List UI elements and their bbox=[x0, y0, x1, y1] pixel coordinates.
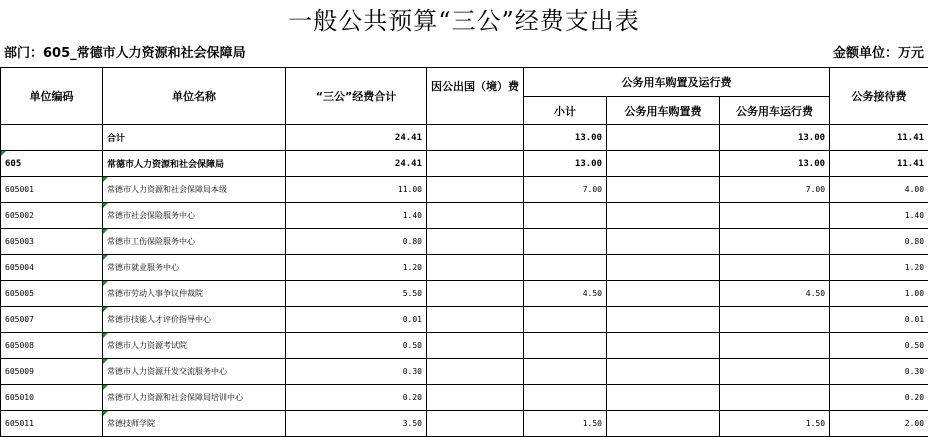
cell-reception-text: 1.00 bbox=[904, 289, 925, 298]
cell-vehicle-operation bbox=[720, 177, 830, 203]
cell-three-total-text: 1.20 bbox=[402, 263, 422, 272]
cell-reception bbox=[830, 125, 928, 151]
cell-vehicle-purchase bbox=[607, 229, 720, 255]
amount-unit-label: 金额单位：万元 bbox=[832, 46, 924, 61]
header-unit-name: 单位名称 bbox=[103, 68, 286, 125]
cell-abroad bbox=[427, 359, 524, 385]
cell-abroad bbox=[427, 411, 524, 437]
cell-three-total bbox=[286, 411, 427, 437]
cell-abroad bbox=[427, 255, 524, 281]
cell-vehicle-operation bbox=[720, 307, 830, 333]
cell-subtotal-text: 4.50 bbox=[582, 289, 602, 298]
table-row bbox=[1, 177, 928, 203]
cell-unit-name bbox=[103, 359, 286, 385]
cell-marker-icon bbox=[103, 359, 108, 364]
header-abroad: 因公出国（境）费 bbox=[427, 68, 524, 125]
cell-reception-text: 0.80 bbox=[904, 237, 925, 246]
cell-subtotal bbox=[524, 229, 607, 255]
header-vehicle-purchase: 公务用车购置费 bbox=[607, 97, 720, 125]
cell-abroad bbox=[427, 385, 524, 411]
cell-marker-icon bbox=[103, 333, 108, 338]
cell-unit-code-text: 605005 bbox=[5, 289, 34, 298]
cell-unit-code bbox=[1, 229, 103, 255]
cell-unit-name-text: 常德市人力资源考试院 bbox=[107, 341, 187, 350]
cell-three-total-text: 3.50 bbox=[402, 419, 422, 428]
cell-subtotal bbox=[524, 177, 607, 203]
table-row bbox=[1, 151, 928, 177]
cell-reception-text: 0.30 bbox=[904, 367, 925, 376]
header-unit-code: 单位编码 bbox=[1, 68, 103, 125]
cell-reception-text: 1.20 bbox=[904, 263, 925, 272]
cell-vehicle-purchase bbox=[607, 307, 720, 333]
cell-subtotal-text: 13.00 bbox=[574, 132, 602, 143]
cell-unit-code bbox=[1, 203, 103, 229]
cell-unit-name-text: 常德市就业服务中心 bbox=[107, 263, 179, 272]
cell-subtotal bbox=[524, 385, 607, 411]
cell-abroad bbox=[427, 281, 524, 307]
cell-unit-name bbox=[103, 307, 286, 333]
cell-marker-icon bbox=[103, 281, 108, 286]
cell-vehicle-purchase bbox=[607, 125, 720, 151]
cell-vehicle-operation-text: 13.00 bbox=[797, 132, 826, 143]
cell-unit-code bbox=[1, 307, 103, 333]
cell-three-total bbox=[286, 255, 427, 281]
cell-unit-code bbox=[1, 177, 103, 203]
cell-unit-code-text: 605 bbox=[5, 158, 22, 169]
cell-reception bbox=[830, 385, 928, 411]
cell-three-total-text: 0.01 bbox=[402, 315, 422, 324]
cell-unit-code-text: 605009 bbox=[5, 367, 34, 376]
header-three-total: “三公”经费合计 bbox=[286, 68, 427, 125]
cell-unit-code-text: 605008 bbox=[5, 341, 34, 350]
cell-unit-code-text: 605002 bbox=[5, 211, 34, 220]
cell-unit-code bbox=[1, 385, 103, 411]
cell-unit-name-text: 常德市人力资源和社会保障局 bbox=[107, 160, 225, 170]
cell-unit-name bbox=[103, 411, 286, 437]
cell-abroad bbox=[427, 177, 524, 203]
cell-vehicle-operation bbox=[720, 203, 830, 229]
cell-reception bbox=[830, 229, 928, 255]
cell-vehicle-operation-text: 13.00 bbox=[797, 158, 826, 169]
cell-vehicle-operation-text: 1.50 bbox=[805, 419, 826, 428]
header-vehicle-group: 公务用车购置及运行费 bbox=[524, 68, 830, 97]
cell-unit-name bbox=[103, 255, 286, 281]
cell-reception-text: 4.00 bbox=[904, 185, 925, 194]
cell-vehicle-operation bbox=[720, 125, 830, 151]
cell-three-total bbox=[286, 177, 427, 203]
cell-vehicle-purchase bbox=[607, 411, 720, 437]
cell-vehicle-purchase bbox=[607, 203, 720, 229]
cell-three-total bbox=[286, 385, 427, 411]
cell-three-total bbox=[286, 229, 427, 255]
cell-abroad bbox=[427, 229, 524, 255]
table-row bbox=[1, 385, 928, 411]
cell-abroad bbox=[427, 125, 524, 151]
cell-reception bbox=[830, 255, 928, 281]
cell-three-total bbox=[286, 151, 427, 177]
cell-three-total bbox=[286, 203, 427, 229]
cell-vehicle-operation bbox=[720, 151, 830, 177]
table-header bbox=[1, 68, 928, 125]
cell-vehicle-operation bbox=[720, 281, 830, 307]
cell-marker-icon bbox=[103, 177, 108, 182]
cell-unit-name bbox=[103, 177, 286, 203]
cell-vehicle-purchase bbox=[607, 385, 720, 411]
table-row bbox=[1, 203, 928, 229]
cell-unit-code bbox=[1, 125, 103, 151]
cell-three-total-text: 0.80 bbox=[402, 237, 422, 246]
cell-vehicle-operation bbox=[720, 255, 830, 281]
cell-reception-text: 11.41 bbox=[896, 132, 925, 143]
cell-unit-name-text: 常德市工伤保险服务中心 bbox=[107, 237, 195, 246]
cell-unit-code bbox=[1, 333, 103, 359]
cell-subtotal bbox=[524, 203, 607, 229]
cell-vehicle-operation bbox=[720, 333, 830, 359]
cell-unit-name-text: 常德技师学院 bbox=[107, 419, 155, 428]
cell-vehicle-operation bbox=[720, 229, 830, 255]
cell-unit-code bbox=[1, 151, 103, 177]
cell-marker-icon bbox=[103, 229, 108, 234]
cell-three-total-text: 5.50 bbox=[402, 289, 422, 298]
cell-marker-icon bbox=[103, 385, 108, 390]
cell-subtotal bbox=[524, 281, 607, 307]
cell-subtotal bbox=[524, 125, 607, 151]
cell-unit-code bbox=[1, 411, 103, 437]
cell-three-total bbox=[286, 307, 427, 333]
cell-three-total-text: 0.50 bbox=[402, 341, 422, 350]
expense-table bbox=[0, 67, 928, 437]
cell-unit-name bbox=[103, 281, 286, 307]
cell-reception-text: 11.41 bbox=[896, 158, 925, 169]
cell-marker-icon bbox=[1, 151, 6, 156]
cell-reception bbox=[830, 203, 928, 229]
cell-unit-name bbox=[103, 385, 286, 411]
table-row bbox=[1, 333, 928, 359]
table-row bbox=[1, 125, 928, 151]
cell-reception bbox=[830, 307, 928, 333]
cell-unit-name-text: 常德市社会保险服务中心 bbox=[107, 211, 195, 220]
department-label: 部门：605_常德市人力资源和社会保障局 bbox=[4, 46, 246, 61]
cell-subtotal bbox=[524, 359, 607, 385]
cell-three-total-text: 24.41 bbox=[394, 158, 422, 169]
cell-reception bbox=[830, 177, 928, 203]
cell-unit-name-text: 常德市人力资源和社会保障局本级 bbox=[107, 185, 227, 194]
table-row bbox=[1, 281, 928, 307]
cell-vehicle-purchase bbox=[607, 151, 720, 177]
cell-subtotal-text: 13.00 bbox=[574, 158, 602, 169]
cell-reception bbox=[830, 359, 928, 385]
cell-vehicle-purchase bbox=[607, 255, 720, 281]
cell-subtotal bbox=[524, 255, 607, 281]
cell-marker-icon bbox=[103, 307, 108, 312]
cell-unit-name bbox=[103, 125, 286, 151]
cell-reception bbox=[830, 281, 928, 307]
cell-reception-text: 2.00 bbox=[904, 419, 925, 428]
cell-unit-code bbox=[1, 359, 103, 385]
cell-vehicle-operation-text: 4.50 bbox=[805, 289, 826, 298]
cell-vehicle-operation bbox=[720, 385, 830, 411]
cell-unit-name-text: 常德市技能人才评价指导中心 bbox=[107, 315, 211, 324]
cell-subtotal bbox=[524, 333, 607, 359]
cell-vehicle-purchase bbox=[607, 359, 720, 385]
cell-marker-icon bbox=[103, 411, 108, 416]
cell-vehicle-purchase bbox=[607, 177, 720, 203]
table-row bbox=[1, 255, 928, 281]
cell-unit-code-text: 605007 bbox=[5, 315, 34, 324]
cell-three-total-text: 24.41 bbox=[394, 132, 422, 143]
cell-vehicle-operation bbox=[720, 411, 830, 437]
cell-three-total-text: 0.20 bbox=[402, 393, 422, 402]
table-row bbox=[1, 359, 928, 385]
table-row bbox=[1, 229, 928, 255]
cell-three-total bbox=[286, 281, 427, 307]
cell-subtotal-text: 1.50 bbox=[582, 419, 602, 428]
cell-abroad bbox=[427, 203, 524, 229]
cell-unit-code bbox=[1, 255, 103, 281]
cell-three-total bbox=[286, 359, 427, 385]
cell-three-total-text: 0.30 bbox=[402, 367, 422, 376]
cell-three-total bbox=[286, 333, 427, 359]
cell-vehicle-purchase bbox=[607, 281, 720, 307]
cell-unit-code bbox=[1, 281, 103, 307]
cell-marker-icon bbox=[103, 255, 108, 260]
cell-reception-text: 0.20 bbox=[904, 393, 925, 402]
page-title: 一般公共预算“三公”经费支出表 bbox=[288, 7, 640, 35]
cell-subtotal-text: 7.00 bbox=[582, 185, 602, 194]
cell-abroad bbox=[427, 307, 524, 333]
cell-unit-code-text: 605011 bbox=[5, 419, 34, 428]
cell-vehicle-purchase bbox=[607, 333, 720, 359]
cell-unit-code-text: 605004 bbox=[5, 263, 34, 272]
table-row bbox=[1, 411, 928, 437]
cell-vehicle-operation-text: 7.00 bbox=[805, 185, 826, 194]
cell-abroad bbox=[427, 333, 524, 359]
cell-unit-code-text: 605003 bbox=[5, 237, 34, 246]
table-body bbox=[1, 125, 928, 437]
cell-three-total-text: 1.40 bbox=[402, 211, 422, 220]
cell-reception bbox=[830, 151, 928, 177]
cell-three-total-text: 11.00 bbox=[397, 185, 422, 194]
cell-unit-code-text: 605001 bbox=[5, 185, 34, 194]
cell-reception-text: 0.50 bbox=[904, 341, 925, 350]
cell-unit-name bbox=[103, 229, 286, 255]
cell-reception bbox=[830, 411, 928, 437]
table-row bbox=[1, 307, 928, 333]
cell-unit-code-text: 605010 bbox=[5, 393, 34, 402]
cell-reception-text: 0.01 bbox=[904, 315, 925, 324]
cell-abroad bbox=[427, 151, 524, 177]
cell-three-total bbox=[286, 125, 427, 151]
cell-reception-text: 1.40 bbox=[904, 211, 925, 220]
header-reception: 公务接待费 bbox=[830, 68, 928, 125]
header-subtotal: 小计 bbox=[524, 97, 607, 125]
cell-unit-name-text: 常德市人力资源和社会保障局培训中心 bbox=[107, 393, 243, 402]
cell-unit-name bbox=[103, 203, 286, 229]
cell-subtotal bbox=[524, 151, 607, 177]
header-vehicle-operation: 公务用车运行费 bbox=[720, 97, 830, 125]
cell-unit-name-text: 常德市劳动人事争议仲裁院 bbox=[107, 289, 203, 298]
cell-subtotal bbox=[524, 307, 607, 333]
cell-unit-name-text: 合计 bbox=[107, 134, 126, 144]
cell-reception bbox=[830, 333, 928, 359]
cell-subtotal bbox=[524, 411, 607, 437]
cell-unit-name-text: 常德市人力资源开发交流服务中心 bbox=[107, 367, 227, 376]
cell-unit-name bbox=[103, 333, 286, 359]
cell-marker-icon bbox=[103, 203, 108, 208]
cell-unit-name bbox=[103, 151, 286, 177]
cell-vehicle-operation bbox=[720, 359, 830, 385]
